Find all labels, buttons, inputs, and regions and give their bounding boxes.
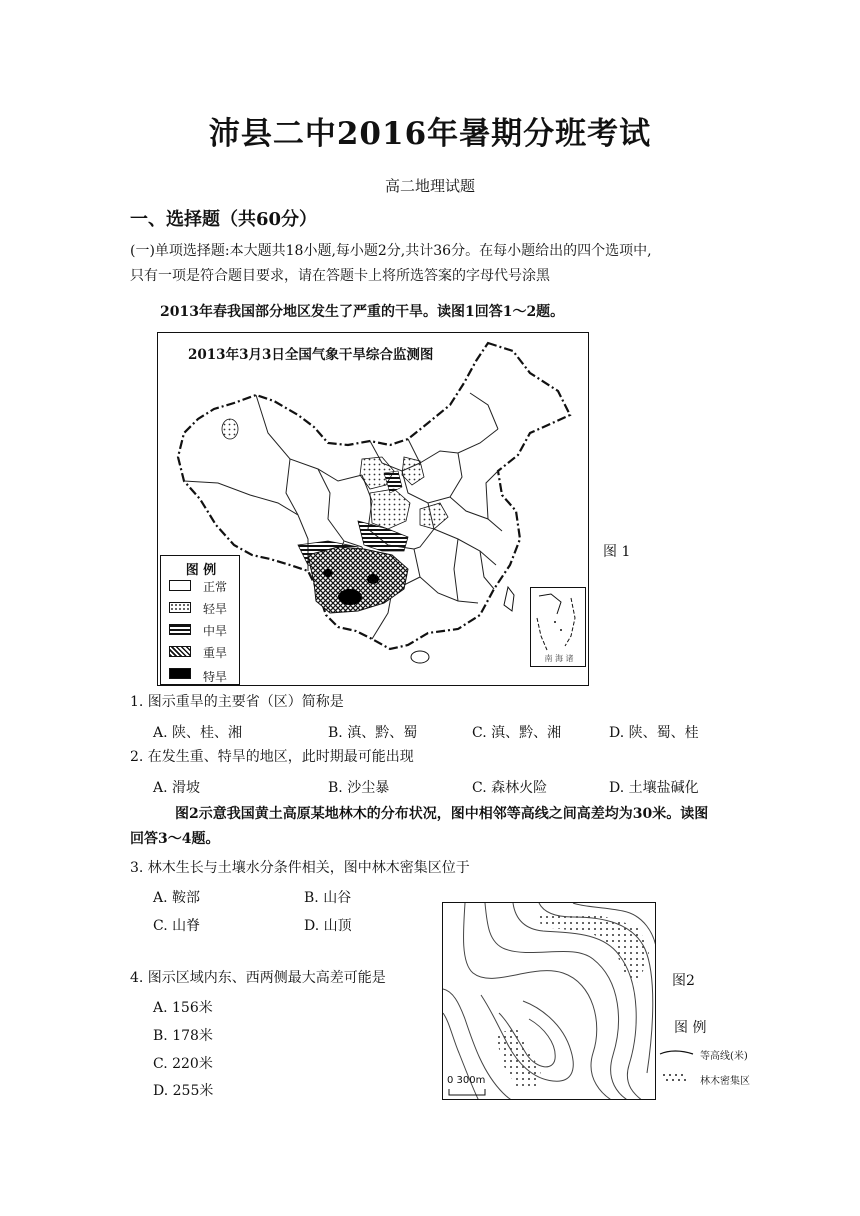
hainan-island	[411, 651, 429, 663]
taiwan-island	[504, 587, 514, 611]
legend-swatch-light	[169, 602, 191, 613]
section-heading: 一、选择题（共60分）	[130, 209, 318, 230]
question-4-stem: 4. 图示区域内东、西两侧最大高差可能是	[130, 970, 386, 986]
legend-label-extreme: 特旱	[203, 670, 228, 684]
question-2-option-b[interactable]: B. 沙尘暴	[328, 780, 390, 796]
question-1-stem: 1. 图示重旱的主要省（区）简称是	[130, 694, 344, 710]
question-2-stem: 2. 在发生重、特旱的地区，此时期最可能出现	[130, 749, 414, 765]
question-4-option-c[interactable]: C. 220米	[153, 1056, 213, 1072]
contour-map-figure	[442, 902, 656, 1100]
question-1-option-d[interactable]: D. 陕、蜀、桂	[609, 725, 699, 741]
legend-label-severe: 重旱	[203, 646, 228, 660]
legend-swatch-severe	[169, 646, 191, 657]
legend-forest-label: 林木密集区	[700, 1076, 750, 1087]
intro-figure-1: 2013年春我国部分地区发生了严重的干旱。读图1回答1～2题。	[160, 304, 565, 320]
forest-dots-icon	[661, 1072, 691, 1084]
figure-1-label: 图 1	[603, 544, 631, 560]
question-3-option-d[interactable]: D. 山顶	[304, 918, 352, 934]
question-1-option-b[interactable]: B. 滇、黔、蜀	[328, 725, 418, 741]
scale-label: 0 300m	[447, 1075, 486, 1086]
legend-title: 图 例	[185, 563, 217, 578]
question-1-option-a[interactable]: A. 陕、桂、湘	[153, 725, 243, 741]
intro-figure-2-line-1: 图2示意我国黄土高原某地林木的分布状况，图中相邻等高线之间高差均为30米。读图	[175, 806, 709, 822]
question-3-option-a[interactable]: A. 鞍部	[153, 890, 201, 906]
question-4-option-b[interactable]: B. 178米	[153, 1028, 213, 1044]
contour-map-graphic	[443, 903, 656, 1100]
south-china-sea-inset	[530, 587, 586, 667]
legend-label-light: 轻旱	[203, 602, 228, 616]
instructions-line-1: (一)单项选择题:本大题共18小题,每小题2分,共计36分。在每小题给出的四个选项中,	[130, 243, 652, 259]
legend-swatch-extreme	[169, 668, 191, 679]
question-2-option-a[interactable]: A. 滑坡	[153, 780, 201, 796]
legend-contour-label: 等高线(米)	[700, 1051, 748, 1062]
exam-title: 沛县二中2016年暑期分班考试	[208, 116, 652, 152]
forest-areas	[495, 913, 649, 1089]
question-2-option-d[interactable]: D. 土壤盐碱化	[609, 780, 699, 796]
legend-swatch-normal	[169, 580, 191, 591]
severe-drought-area	[308, 547, 408, 613]
inset-label: 南 海 诸	[544, 654, 574, 663]
question-3-option-c[interactable]: C. 山脊	[153, 918, 201, 934]
scale-bar	[449, 1089, 485, 1095]
legend-label-moderate: 中旱	[203, 624, 228, 638]
question-4-option-a[interactable]: A. 156米	[153, 1000, 213, 1016]
map-title: 2013年3月3日全国气象干旱综合监测图	[188, 347, 434, 363]
question-4-option-d[interactable]: D. 255米	[153, 1083, 214, 1099]
intro-figure-2-line-2: 回答3～4题。	[130, 831, 220, 847]
exam-subtitle: 高二地理试题	[384, 177, 475, 195]
question-2-option-c[interactable]: C. 森林火险	[472, 780, 548, 796]
legend-label-normal: 正常	[203, 580, 228, 594]
legend-swatch-moderate	[169, 624, 191, 635]
drought-map-figure	[157, 332, 589, 686]
figure-2-label: 图2	[672, 973, 695, 989]
drought-legend	[160, 555, 240, 685]
instructions-line-2: 只有一项是符合题目要求，请在答题卡上将所选答案的字母代号涂黑	[130, 268, 550, 284]
question-3-option-b[interactable]: B. 山谷	[304, 890, 352, 906]
question-3-stem: 3. 林木生长与土壤水分条件相关，图中林木密集区位于	[130, 860, 470, 876]
contour-legend-title: 图 例	[674, 1020, 707, 1036]
question-1-option-c[interactable]: C. 滇、黔、湘	[472, 725, 562, 741]
contour-line-icon	[659, 1048, 695, 1058]
